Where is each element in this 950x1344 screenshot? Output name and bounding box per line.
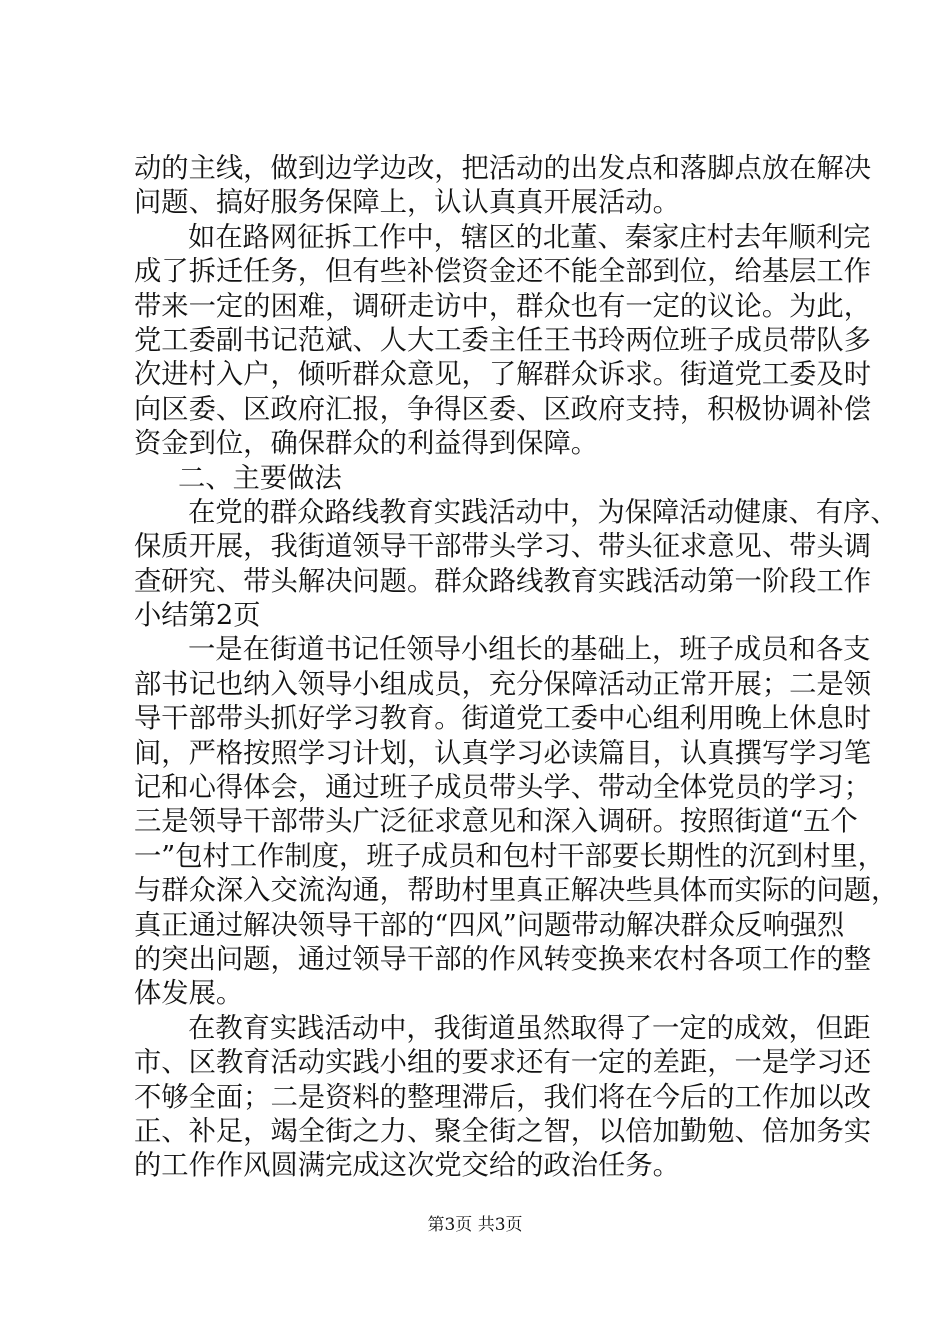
paragraph-start: 在党的群众路线教育实践活动中，为保障活动健康、有序、 [188, 496, 898, 528]
text-line: 与群众深入交流沟通，帮助村里真正解决些具体而实际的问题， [134, 875, 899, 907]
page-number-label: 第3页 共3页 [427, 1215, 523, 1235]
text-line: 正、补足，竭全街之力、聚全街之智，以倍加勤勉、倍加务实 [134, 1115, 872, 1147]
text-line: 间，严格按照学习计划，认真学习必读篇目，认真撰写学习笔 [134, 737, 872, 769]
text-line: 记和心得体会，通过班子成员带头学、带动全体党员的学习； [134, 772, 872, 804]
text-line: 一”包村工作制度，班子成员和包村干部要长期性的沉到村里， [134, 840, 885, 872]
section-heading: 二、主要做法 [178, 462, 342, 494]
text-line: 查研究、带头解决问题。群众路线教育实践活动第一阶段工作 [134, 565, 872, 597]
text-line: 的工作作风圆满完成这次党交给的政治任务。 [134, 1150, 680, 1182]
text-line: 不够全面；二是资料的整理滞后，我们将在今后的工作加以改 [134, 1081, 872, 1113]
text-line: 小结第2页 [134, 600, 261, 632]
text-line: 真正通过解决领导干部的“四风”问题带动解决群众反响强烈 [134, 909, 845, 941]
text-line: 资金到位，确保群众的利益得到保障。 [134, 428, 599, 460]
text-line: 三是领导干部带头广泛征求意见和深入调研。按照街道“五个 [134, 806, 858, 838]
text-line: 成了拆迁任务，但有些补偿资金还不能全部到位，给基层工作 [134, 256, 872, 288]
text-line: 带来一定的困难，调研走访中，群众也有一定的议论。为此， [134, 290, 872, 322]
paragraph-start: 在教育实践活动中，我街道虽然取得了一定的成效，但距 [188, 1012, 871, 1044]
page-footer [0, 1214, 950, 1236]
text-line: 次进村入户，倾听群众意见，了解群众诉求。街道党工委及时 [134, 359, 872, 391]
text-line: 部书记也纳入领导小组成员，充分保障活动正常开展；二是领 [134, 668, 872, 700]
paragraph-start: 如在路网征拆工作中，辖区的北董、秦家庄村去年顺利完 [188, 221, 871, 253]
text-line: 导干部带头抓好学习教育。街道党工委中心组利用晚上休息时 [134, 703, 872, 735]
text-line: 向区委、区政府汇报，争得区委、区政府支持，积极协调补偿 [134, 393, 872, 425]
text-line: 体发展。 [134, 978, 244, 1010]
text-line: 动的主线，做到边学边改，把活动的出发点和落脚点放在解决 [134, 153, 872, 184]
text-line: 问题、搞好服务保障上，认认真真开展活动。 [134, 187, 680, 219]
text-line: 党工委副书记范斌、人大工委主任王书玲两位班子成员带队多 [134, 324, 872, 356]
paragraph-start: 一是在街道书记任领导小组长的基础上，班子成员和各支 [188, 634, 871, 666]
text-line: 的突出问题，通过领导干部的作风转变换来农村各项工作的整 [134, 943, 872, 975]
text-line: 保质开展，我街道领导干部带头学习、带头征求意见、带头调 [134, 531, 872, 563]
text-line: 市、区教育活动实践小组的要求还有一定的差距，一是学习还 [134, 1047, 872, 1079]
document-body [134, 152, 899, 1184]
